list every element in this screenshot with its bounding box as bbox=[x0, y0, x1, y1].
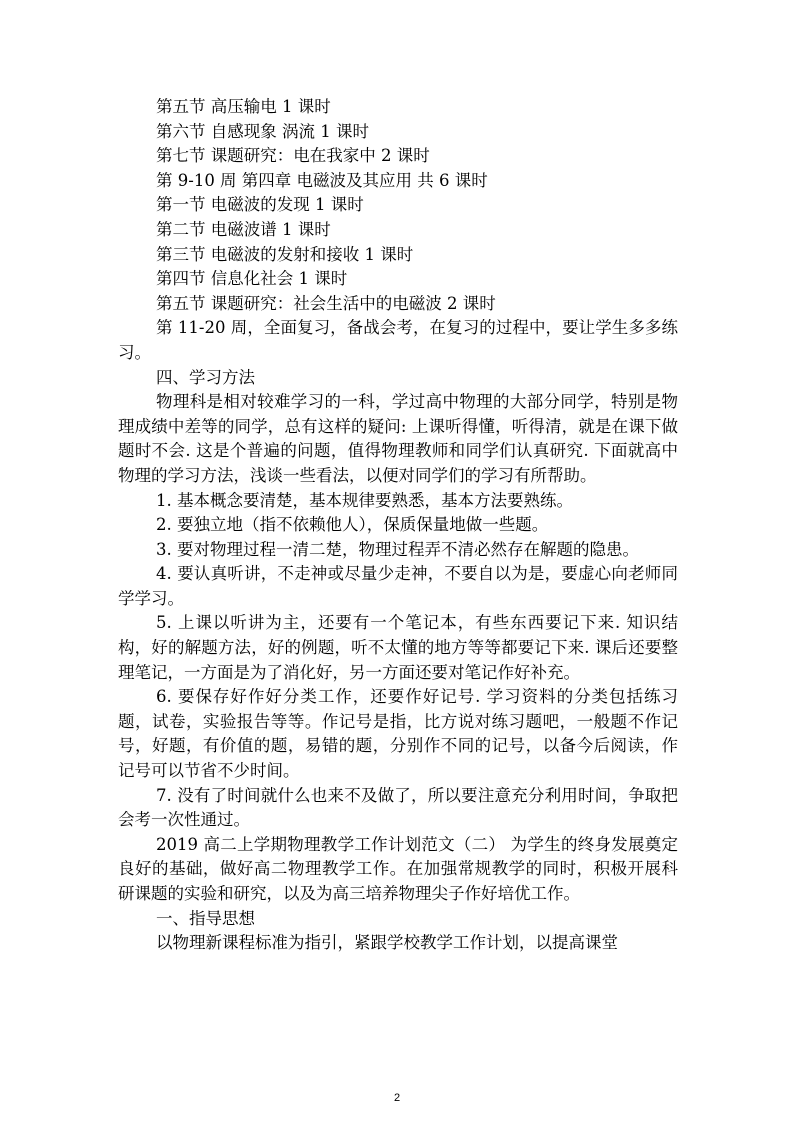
schedule-line: 第 9-10 周 第四章 电磁波及其应用 共 6 课时 bbox=[156, 170, 488, 190]
page-number: 2 bbox=[393, 1092, 401, 1104]
document-body bbox=[118, 95, 678, 956]
intro-paragraph: 物理科是相对较难学习的一科，学过高中物理的大部分同学，特别是物理成绩中差等的同学，总有这样的疑问: 上课听得懂，听得清，就是在课下做题时不会. 这是个普遍的问题，值得物理教师和同学们认真研究. 下面就高中物理的学习方法，浅谈一些看法，以便对同学们的学习有所帮助。 bbox=[118, 392, 678, 485]
guiding-paragraph: 以物理新课程标准为指引，紧跟学校教学工作计划，以提高课堂 bbox=[156, 933, 618, 953]
method-item: 3. 要对物理过程一清二楚，物理过程弄不清必然存在解题的隐患。 bbox=[156, 539, 639, 559]
method-item: 4. 要认真听讲，不走神或尽量少走神，不要自以为是，要虚心向老师同学学习。 bbox=[118, 564, 678, 608]
method-item: 7. 没有了时间就什么也来不及做了，所以要注意充分利用时间，争取把会考一次性通过。 bbox=[118, 785, 678, 830]
schedule-line: 第二节 电磁波谱 1 课时 bbox=[156, 219, 331, 239]
method-item: 1. 基本概念要清楚，基本规律要熟悉，基本方法要熟练。 bbox=[156, 490, 573, 510]
schedule-line: 第一节 电磁波的发现 1 课时 bbox=[156, 195, 364, 215]
method-item: 5. 上课以听讲为主，还要有一个笔记本，有些东西要记下来. 知识结构，好的解题方法，好的例题，听不太懂的地方等等都要记下来. 课后还要整理笔记，一方面是为了消化好，另一方面还要对笔记作好补充。 bbox=[118, 613, 678, 682]
method-item: 6. 要保存好作好分类工作，还要作好记号. 学习资料的分类包括练习题，试卷，实验报告等等。作记号是指，比方说对练习题吧，一般题不作记号，好题，有价值的题，易错的题，分别作不同的记号，以备今后阅读，作记号可以节省不少时间。 bbox=[118, 687, 678, 781]
schedule-line: 第五节 课题研究：社会生活中的电磁波 2 课时 bbox=[156, 293, 496, 313]
schedule-line: 第四节 信息化社会 1 课时 bbox=[156, 269, 348, 289]
plan-two-paragraph: 2019 高二上学期物理教学工作计划范文（二） 为学生的终身发展奠定良好的基础，做好高二物理教学工作。在加强常规教学的同时，积极开展科研课题的实验和研究，以及为高三培养物理尖子作好培优工作。 bbox=[118, 834, 678, 903]
section-heading-guiding-thought: 一、指导思想 bbox=[156, 908, 255, 928]
schedule-line: 第六节 自感现象 涡流 1 课时 bbox=[156, 121, 369, 141]
review-paragraph: 第 11-20 周，全面复习，备战会考，在复习的过程中，要让学生多多练习。 bbox=[118, 318, 678, 362]
schedule-line: 第三节 电磁波的发射和接收 1 课时 bbox=[156, 244, 414, 264]
method-item: 2. 要独立地（指不依赖他人），保质保量地做一些题。 bbox=[156, 515, 549, 535]
section-heading-study-methods: 四、学习方法 bbox=[156, 367, 255, 387]
schedule-line: 第七节 课题研究：电在我家中 2 课时 bbox=[156, 146, 430, 166]
schedule-line: 第五节 高压输电 1 课时 bbox=[156, 97, 331, 116]
